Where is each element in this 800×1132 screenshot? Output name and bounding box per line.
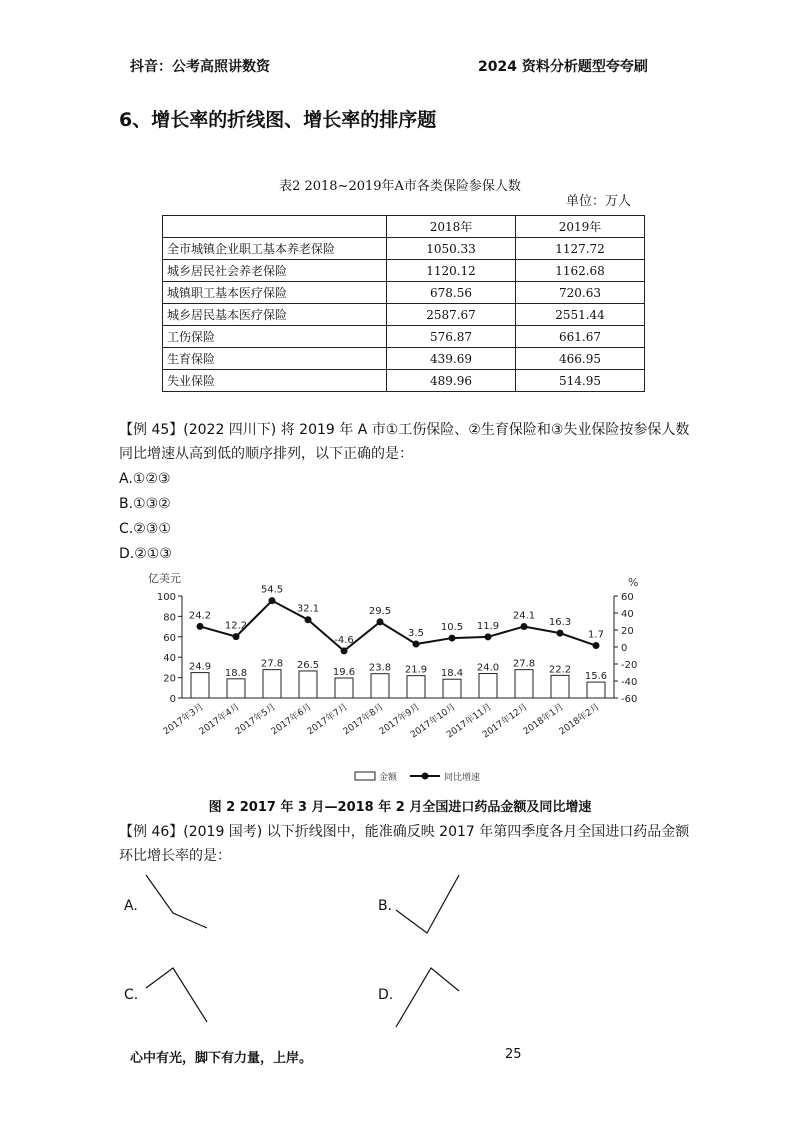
table-cell: 576.87 [387,326,516,348]
bar [515,670,533,698]
growth-value-label: 1.7 [588,629,604,641]
growth-point [341,647,348,654]
header-left: 抖音：公考高照讲数资 [130,59,270,75]
growth-point [449,635,456,642]
bar [587,682,605,698]
right-tick-label: 20 [621,626,634,637]
left-tick-label: 80 [163,612,176,624]
table-cell: 2551.44 [516,304,645,326]
option-d: D. [378,987,394,1003]
bar [299,671,317,698]
question-text: 【例 46】(2019 国考) 以下折线图中，能准确反映 2017 年第四季度各月全国进口药品金额 [119,824,690,840]
growth-value-label: -4.6 [334,634,354,646]
bar-value-label: 24.9 [188,661,212,673]
bar [371,674,389,698]
right-tick-label: 0 [621,643,628,654]
bar [191,673,209,698]
table-caption: 表2 2018~2019年A市各类保险参保人数 [279,179,521,194]
x-tick-label: 2017年9月 [377,702,422,738]
table-row [163,304,645,326]
right-tick-label: -20 [621,660,638,671]
bar [263,670,281,698]
footer-motto: 心中有光，脚下有力量，上岸。 [130,1051,313,1066]
x-tick-label: 2017年3月 [161,702,206,738]
table-cell: 661.67 [516,326,645,348]
growth-value-label: 54.5 [260,584,284,596]
table-row [163,260,645,282]
option-c: C. [124,987,139,1003]
question-text: 【例 45】(2022 四川下) 将 2019 年 A 市①工伤保险、②生育保险和③失业保险按参保人数 [119,422,690,438]
x-tick-label: 2017年8月 [341,702,386,738]
bar-value-label: 22.2 [548,664,572,676]
growth-point [485,633,492,640]
right-tick-label: 40 [621,609,634,620]
question-text: 同比增速从高到低的顺序排列，以下正确的是： [119,446,413,462]
growth-value-label: 16.3 [548,617,572,629]
right-axis-unit: % [628,576,639,589]
option-d-line [396,968,459,1027]
x-tick-label: 2017年7月 [305,702,350,738]
growth-value-label: 24.2 [188,610,212,622]
growth-value-label: 11.9 [476,620,500,632]
left-tick-label: 60 [163,632,176,644]
section-title: 6、增长率的折线图、增长率的排序题 [119,109,437,131]
table-cell: 439.69 [387,348,516,370]
growth-point [557,630,564,637]
growth-point [377,618,384,625]
growth-point [305,616,312,623]
growth-point [269,597,276,604]
question-text: 环比增长率的是： [119,848,231,864]
growth-value-label: 10.5 [440,622,464,634]
import-drug-chart [0,565,800,795]
bar-value-label: 27.8 [512,658,536,670]
table-header-row [163,216,645,238]
table-row [163,238,645,260]
table-header-cell: 2018年 [387,216,516,238]
table-cell: 全市城镇企业职工基本养老保险 [163,238,387,260]
bar [479,674,497,698]
growth-value-label: 29.5 [368,605,392,617]
bar [551,675,569,698]
option-a-line [146,875,207,928]
table-cell: 城乡居民基本医疗保险 [163,304,387,326]
growth-value-label: 3.5 [408,628,424,640]
bar-value-label: 21.9 [404,664,428,676]
option-c: C.②③① [119,521,171,537]
table-row [163,326,645,348]
question-45 [119,418,699,466]
bar-value-label: 18.8 [224,667,248,679]
legend-label: 同比增速 [444,773,481,783]
table-cell: 720.63 [516,282,645,304]
table-header-cell: 2019年 [516,216,645,238]
x-tick-label: 2017年6月 [269,702,314,738]
table-header-cell [163,216,387,238]
table-row [163,370,645,392]
table-row [163,348,645,370]
growth-value-label: 24.1 [512,610,536,622]
x-tick-label: 2017年5月 [233,702,278,738]
bar-value-label: 18.4 [440,668,464,680]
x-tick-label: 2017年10月 [409,702,458,741]
left-axis-unit: 亿美元 [148,572,181,585]
x-tick-label: 2017年4月 [197,702,242,738]
table-cell: 工伤保险 [163,326,387,348]
growth-point [197,623,204,630]
table-cell: 城镇职工基本医疗保险 [163,282,387,304]
table-unit: 单位：万人 [566,194,632,209]
option-b: B.①③② [119,496,171,512]
page-number: 25 [505,1047,522,1062]
left-tick-label: 0 [169,694,176,705]
growth-point [233,633,240,640]
right-tick-label: -40 [621,677,638,688]
table-cell: 1050.33 [387,238,516,260]
bar [443,679,461,698]
legend-label: 金额 [379,773,398,783]
right-tick-label: 60 [621,592,634,603]
table-cell: 1120.12 [387,260,516,282]
growth-line [200,601,596,651]
bar [335,678,353,698]
bar [227,679,245,698]
legend-bar-swatch [355,772,375,780]
x-tick-label: 2018年2月 [557,702,602,738]
bar [407,676,425,698]
option-sketches [0,860,800,1035]
insurance-table [162,215,645,392]
right-tick-label: -60 [621,694,638,705]
bar-value-label: 15.6 [584,671,608,683]
option-b-line [396,875,459,933]
x-tick-label: 2018年1月 [521,702,566,738]
bar-value-label: 27.8 [260,658,284,670]
bar-value-label: 23.8 [368,662,392,674]
legend-line-marker [422,773,429,780]
option-c-line [146,968,207,1022]
option-b: B. [378,898,393,914]
growth-value-label: 32.1 [296,603,320,615]
table-cell: 489.96 [387,370,516,392]
bar-value-label: 19.6 [332,667,356,679]
x-tick-label: 2017年12月 [481,702,530,741]
growth-point [413,641,420,648]
chart-caption: 图 2 2017 年 3 月—2018 年 2 月全国进口药品金额及同比增速 [208,800,592,815]
table-cell: 生育保险 [163,348,387,370]
growth-value-label: 12.2 [224,620,248,632]
left-tick-label: 40 [163,653,176,665]
table-cell: 失业保险 [163,370,387,392]
option-a: A.①②③ [119,471,171,487]
table-cell: 1162.68 [516,260,645,282]
growth-point [593,642,600,649]
option-a: A. [124,898,138,914]
table-cell: 1127.72 [516,238,645,260]
left-tick-label: 100 [156,592,176,603]
x-tick-label: 2017年11月 [445,702,494,741]
table-row [163,282,645,304]
left-tick-label: 20 [163,673,176,685]
table-cell: 2587.67 [387,304,516,326]
table-cell: 514.95 [516,370,645,392]
table-cell: 城乡居民社会养老保险 [163,260,387,282]
bar-value-label: 24.0 [476,662,500,674]
bar-value-label: 26.5 [296,659,320,671]
growth-point [521,623,528,630]
option-d: D.②①③ [119,546,172,562]
table-cell: 466.95 [516,348,645,370]
header-right: 2024 资料分析题型夸夸刷 [478,59,648,75]
table-cell: 678.56 [387,282,516,304]
